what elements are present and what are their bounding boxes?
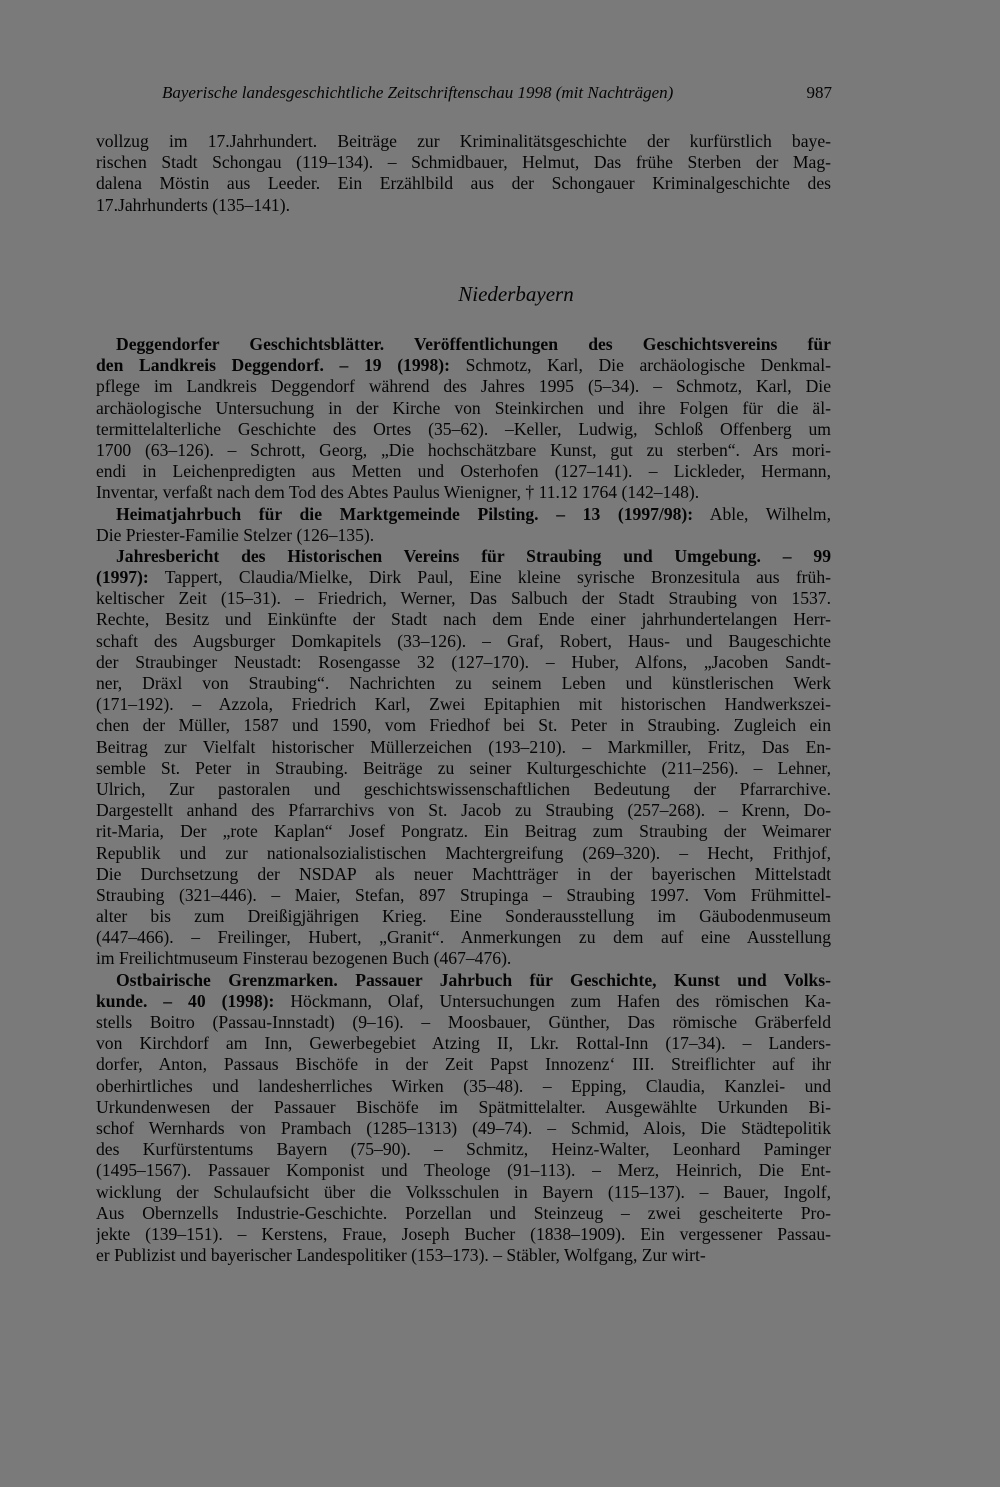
- entry-line: [96, 1076, 831, 1097]
- entry-text: (1495–1567). Passauer Komponist und Theologe (91–113). – Merz, Heinrich, Die Ent-: [96, 1160, 831, 1181]
- journal-title: (1997):: [96, 567, 149, 588]
- page-number: 987: [806, 83, 832, 102]
- entry-line: [96, 779, 831, 800]
- entry-line: [96, 1160, 831, 1181]
- entry-line: [96, 419, 831, 440]
- entry-line: [96, 970, 831, 991]
- entry-text: Dargestellt anhand des Pfarrarchivs von St. Jacob zu Straubing (257–268). – Krenn, Do-: [96, 800, 831, 821]
- entry-line: [96, 1033, 831, 1054]
- entry-text: Ulrich, Zur pastoralen und geschichtswissenschaftlichen Bedeutung der Pfarrarchive.: [96, 778, 831, 799]
- entry-text: schof Wernhards von Prambach (1285–1313) (49–74). – Schmid, Alois, Die Städtepolitik: [96, 1117, 831, 1138]
- bibliography-entry: [96, 334, 831, 504]
- entry-line: [96, 948, 831, 969]
- entry-text: archäologische Untersuchung in der Kirche von Steinkirchen und ihre Folgen für die äl-: [96, 397, 831, 418]
- entry-text: der Straubinger Neustadt: Rosengasse 32 (127–170). – Huber, Alfons, „Jacoben Sandt-: [96, 651, 831, 672]
- entry-line: [96, 1118, 831, 1139]
- entry-text: Republik und zur nationalsozialistischen Machtergreifung (269–320). – Hecht, Frithjof,: [96, 842, 831, 863]
- entry-text: Höckmann, Olaf, Untersuchungen zum Hafen des römischen Ka-: [274, 990, 831, 1011]
- entry-text: schaft des Augsburger Domkapitels (33–126). – Graf, Robert, Haus- und Baugeschichte: [96, 630, 831, 651]
- entry-text: (171–192). – Azzola, Friedrich Karl, Zwei Epitaphien mit historischen Handwerkszei-: [96, 694, 831, 715]
- bibliography-entry: [96, 504, 831, 546]
- entry-line: [96, 652, 831, 673]
- entry-line: [96, 758, 831, 779]
- entry-line: [96, 631, 831, 652]
- entry-line: [96, 1224, 831, 1245]
- entry-text: alter bis zum Dreißigjährigen Krieg. Eine Sonderausstellung im Gäubodenmuseum: [96, 906, 831, 927]
- entry-line: [96, 461, 831, 482]
- entry-text: Tappert, Claudia/Mielke, Dirk Paul, Eine kleine syrische Bronzesitula aus früh-: [148, 567, 831, 588]
- entry-text: semble St. Peter in Straubing. Beiträge zu seiner Kulturgeschichte (211–256). – Lehner,: [96, 757, 831, 778]
- entry-line: [96, 1245, 831, 1266]
- entry-text: Able, Wilhelm,: [693, 503, 831, 524]
- entry-line: [96, 440, 831, 461]
- entry-text: Rechte, Besitz und Einkünfte der Stadt nach dem Ende einer jahrhundertelangen Herr-: [96, 609, 831, 630]
- bibliography-entries: [96, 334, 831, 1266]
- entry-line: [96, 694, 831, 715]
- entry-line: [96, 525, 831, 546]
- text-line: rischen Stadt Schongau (119–134). – Schmidbauer, Helmut, Das frühe Sterben der Mag-: [96, 152, 831, 173]
- text-line: 17.Jahrhunderts (135–141).: [96, 194, 290, 215]
- entry-text: oberhirtliches und landesherrliches Wirken (35–48). – Epping, Claudia, Kanzlei- und: [96, 1075, 831, 1096]
- entry-line: [96, 906, 831, 927]
- entry-text: er Publizist und bayerischer Landespolitiker (153–173). – Stäbler, Wolfgang, Zur wirt-: [96, 1245, 706, 1266]
- entry-text: Urkundenwesen der Passauer Bischöfe im Spätmittelalter. Ausgewählte Urkunden Bi-: [96, 1096, 831, 1117]
- running-title: Bayerische landesgeschichtliche Zeitschriftenschau 1998 (mit Nachträgen): [162, 83, 674, 102]
- entry-text: Straubing (321–446). – Maier, Stefan, 897 Strupinga – Straubing 1997. Vom Frühmittel-: [96, 884, 831, 905]
- entry-text: endi in Leichenpredigten aus Metten und Osterhofen (127–141). – Lickleder, Hermann,: [96, 461, 831, 482]
- entry-text: pflege im Landkreis Deggendorf während des Jahres 1995 (5–34). – Schmotz, Karl, Die: [96, 376, 831, 397]
- journal-title: Jahresbericht des Historischen Vereins für Straubing und Umgebung. – 99: [116, 545, 831, 566]
- entry-line: [96, 843, 831, 864]
- bibliography-entry: [96, 970, 831, 1267]
- running-header: [162, 83, 832, 109]
- entry-line: [96, 673, 831, 694]
- journal-title: Heimatjahrbuch für die Marktgemeinde Pilsting. – 13 (1997/98):: [116, 503, 694, 524]
- intro-paragraph: [96, 131, 831, 216]
- entry-line: [96, 398, 831, 419]
- entry-line: [96, 334, 831, 355]
- entry-line: [96, 991, 831, 1012]
- entry-line: [96, 1182, 831, 1203]
- entry-text: wicklung der Schulaufsicht über die Volksschulen in Bayern (115–137). – Bauer, Ingolf,: [96, 1181, 831, 1202]
- entry-text: von Kirchdorf am Inn, Gewerbegebiet Atzing II, Lkr. Rottal-Inn (17–34). – Landers-: [96, 1033, 831, 1054]
- entry-line: [96, 927, 831, 948]
- entry-line: [96, 1203, 831, 1224]
- journal-title: Ostbairische Grenzmarken. Passauer Jahrbuch für Geschichte, Kunst und Volks-: [116, 969, 831, 990]
- entry-line: [96, 737, 831, 758]
- entry-line: [96, 482, 831, 503]
- entry-line: [96, 609, 831, 630]
- entry-line: [96, 1054, 831, 1075]
- journal-title: den Landkreis Deggendorf. – 19 (1998):: [96, 355, 450, 376]
- entry-text: jekte (139–151). – Kerstens, Fraue, Joseph Bucher (1838–1909). Ein vergessener Passau-: [96, 1223, 831, 1244]
- entry-text: im Freilichtmuseum Finsterau bezogenen Buch (467–476).: [96, 948, 512, 969]
- text-line: vollzug im 17.Jahrhundert. Beiträge zur Kriminalitätsgeschichte der kurfürstlich baye-: [96, 131, 831, 151]
- entry-line: [96, 885, 831, 906]
- entry-text: Schmotz, Karl, Die archäologische Denkmal-: [449, 355, 831, 376]
- entry-text: des Kurfürstentums Bayern (75–90). – Schmitz, Heinz-Walter, Leonhard Paminger: [96, 1139, 831, 1160]
- entry-line: [96, 567, 831, 588]
- section-heading: Niederbayern: [458, 282, 574, 306]
- entry-text: stells Boitro (Passau-Innstadt) (9–16). – Moosbauer, Günther, Das römische Gräberfeld: [96, 1012, 831, 1032]
- entry-line: [96, 588, 831, 609]
- entry-text: Die Priester-Familie Stelzer (126–135).: [96, 524, 375, 545]
- entry-line: [96, 1097, 831, 1118]
- entry-line: [96, 821, 831, 842]
- text-line: dalena Möstin aus Leeder. Ein Erzählbild aus der Schongauer Kriminalgeschichte des: [96, 173, 831, 194]
- entry-text: Inventar, verfaßt nach dem Tod des Abtes Paulus Wienigner, † 11.12 1764 (142–148).: [96, 482, 700, 503]
- entry-text: ner, Dräxl von Straubing“. Nachrichten zu seinem Leben und künstlerischen Werk: [96, 673, 831, 693]
- entry-line: [96, 1012, 831, 1033]
- bibliography-entry: [96, 546, 831, 970]
- entry-text: Aus Obernzells Industrie-Geschichte. Porzellan und Steinzeug – zwei gescheiterte Pro-: [96, 1202, 831, 1223]
- entry-line: [96, 800, 831, 821]
- entry-line: [96, 504, 831, 525]
- entry-line: [96, 1139, 831, 1160]
- journal-title: Deggendorfer Geschichtsblätter. Veröffentlichungen des Geschichtsvereins für: [116, 334, 831, 354]
- entry-line: [96, 864, 831, 885]
- journal-title: kunde. – 40 (1998):: [96, 990, 275, 1011]
- entry-text: rit-Maria, Der „rote Kaplan“ Josef Pongratz. Ein Beitrag zum Straubing der Weimarer: [96, 821, 831, 842]
- entry-line: [96, 546, 831, 567]
- entry-text: chen der Müller, 1587 und 1590, vom Friedhof bei St. Peter in Straubing. Zugleich ein: [96, 715, 831, 736]
- entry-text: Beitrag zur Vielfalt historischer Müllerzeichen (193–210). – Markmiller, Fritz, Das En-: [96, 736, 831, 757]
- entry-line: [96, 355, 831, 376]
- entry-text: keltischer Zeit (15–31). – Friedrich, Werner, Das Salbuch der Stadt Straubing von 1537.: [96, 588, 831, 609]
- entry-text: 1700 (63–126). – Schrott, Georg, „Die hochschätzbare Kunst, gut zu sterben“. Ars mori-: [96, 439, 831, 460]
- entry-text: termittelalterliche Geschichte des Ortes (35–62). –Keller, Ludwig, Schloß Offenberg um: [96, 418, 831, 439]
- entry-line: [96, 715, 831, 736]
- entry-text: dorfer, Anton, Passaus Bischöfe in der Zeit Papst Innozenz‘ III. Streiflichter auf ihr: [96, 1054, 831, 1075]
- entry-text: Die Durchsetzung der NSDAP als neuer Machtträger in der bayerischen Mittelstadt: [96, 863, 831, 884]
- entry-text: (447–466). – Freilinger, Hubert, „Granit“. Anmerkungen zu dem auf eine Ausstellung: [96, 927, 831, 948]
- entry-line: [96, 376, 831, 397]
